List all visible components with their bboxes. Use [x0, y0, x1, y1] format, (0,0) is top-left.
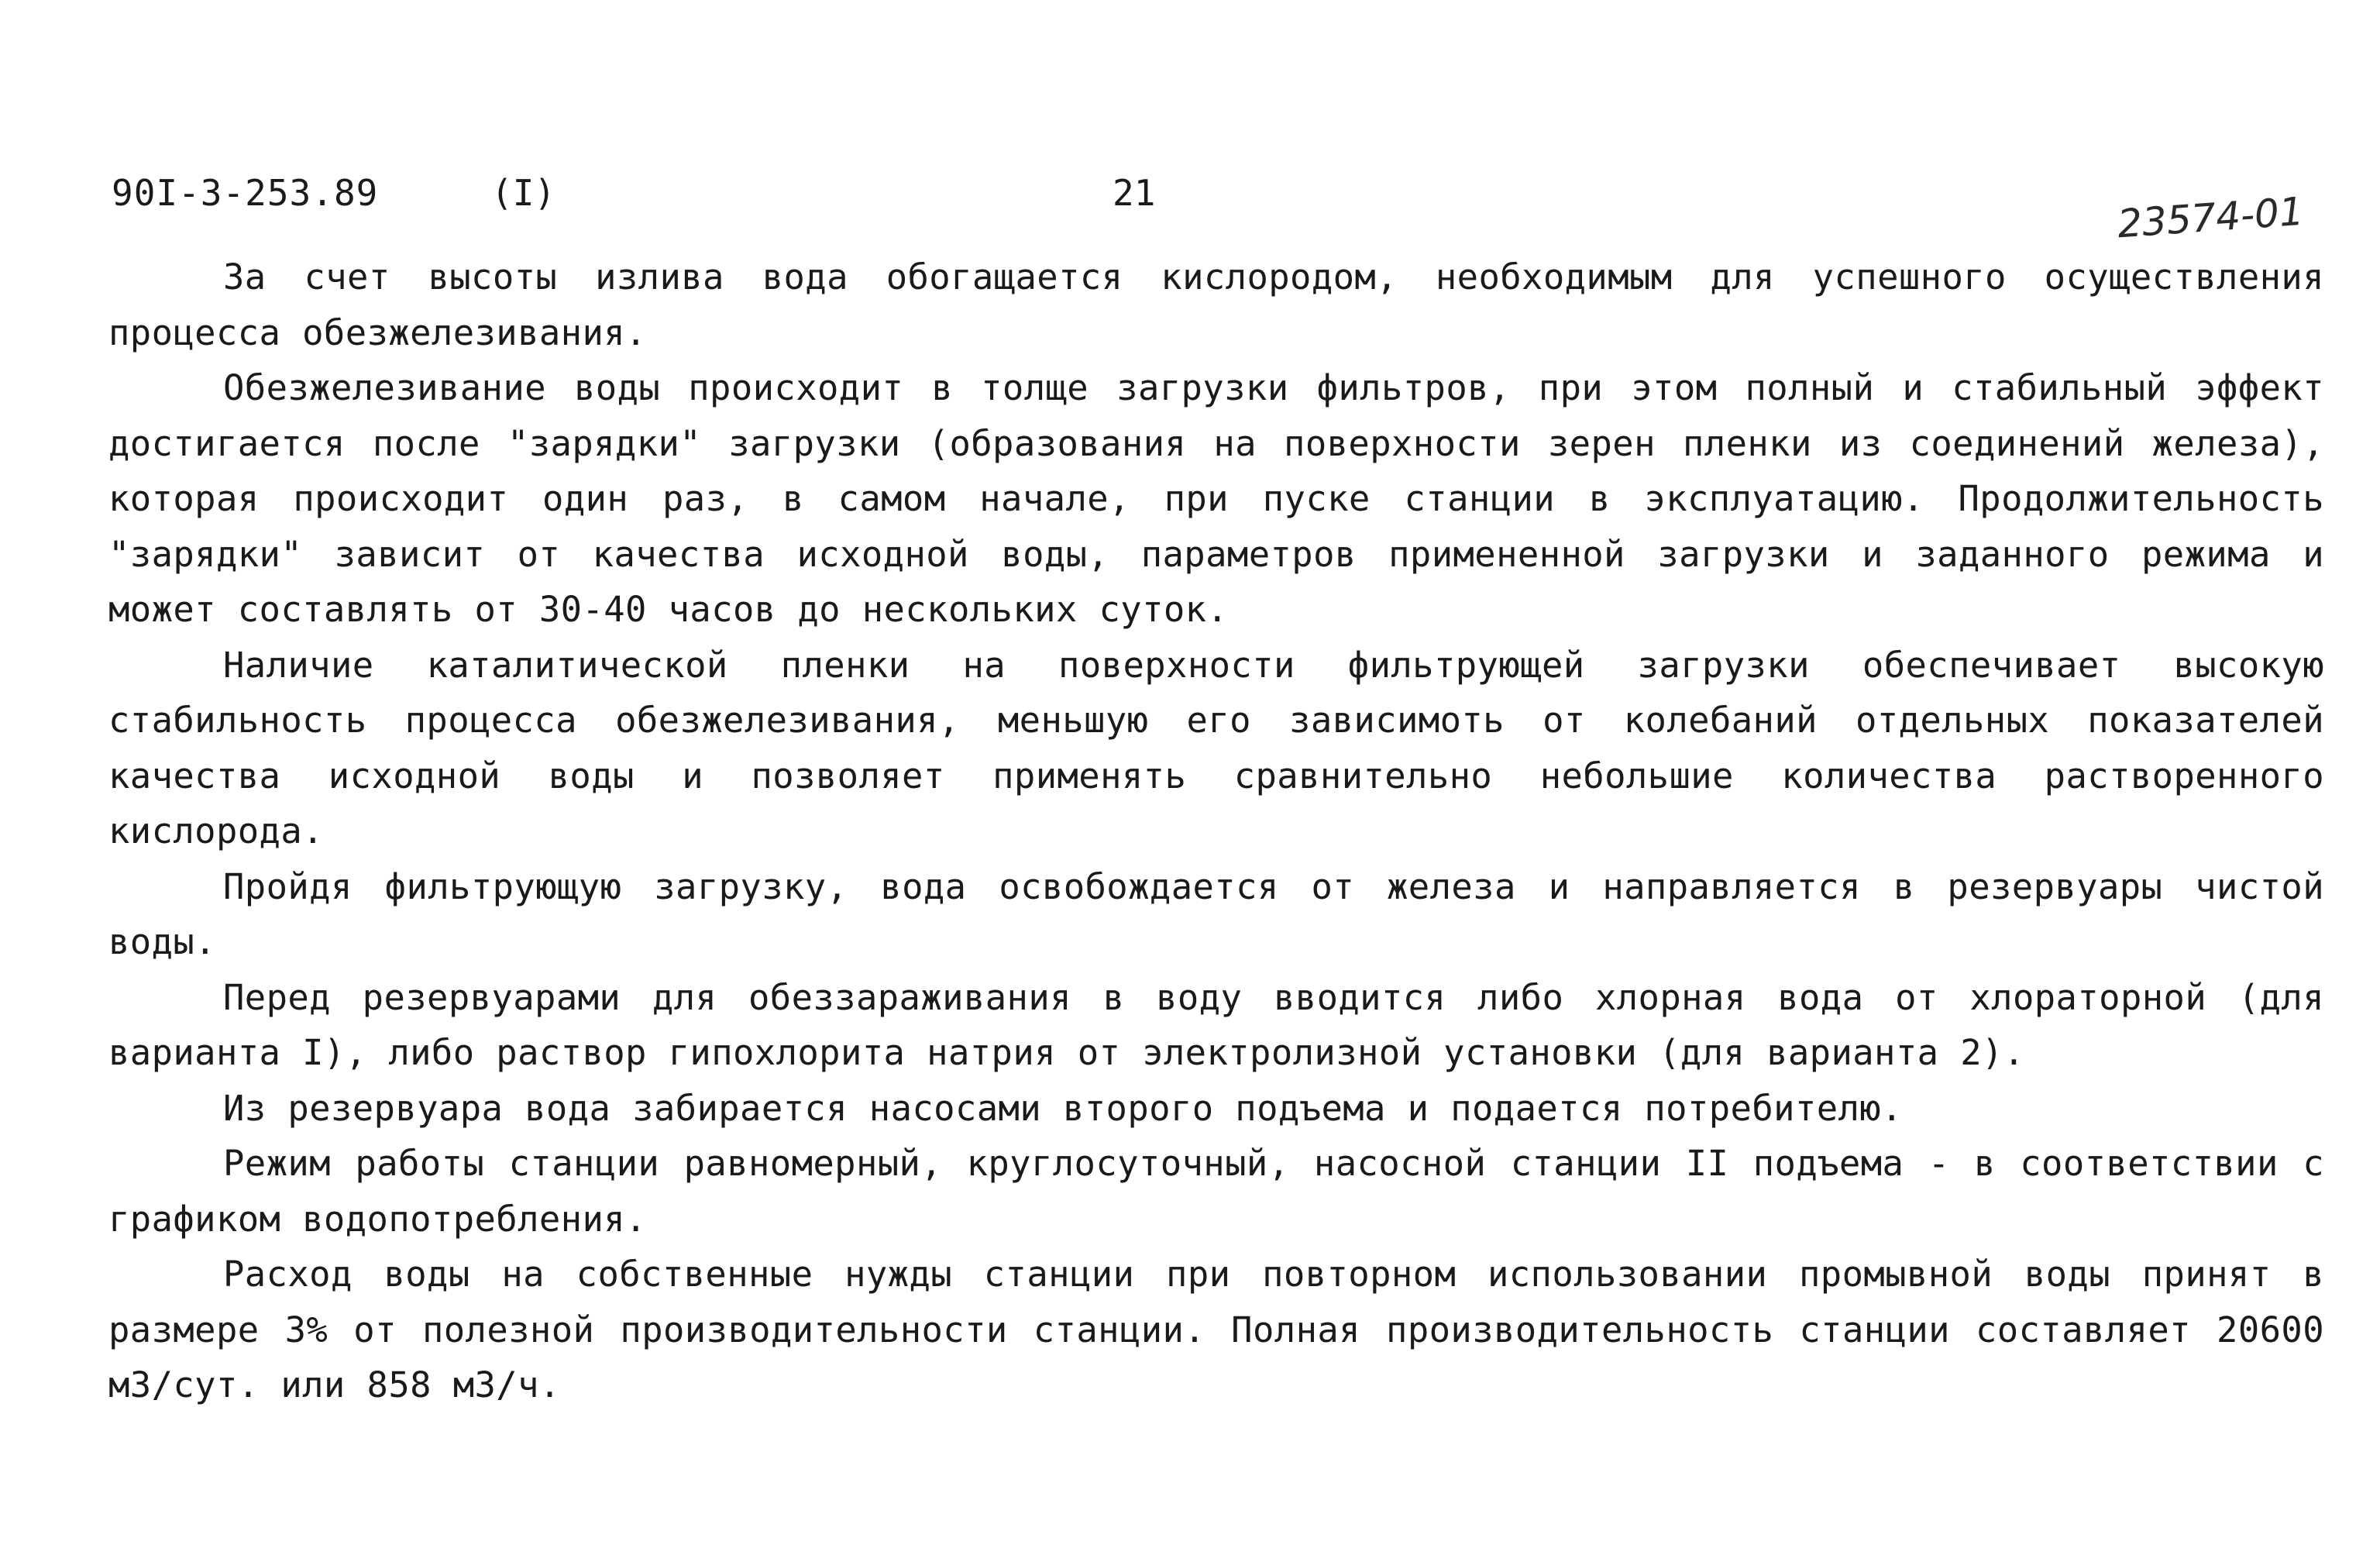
paragraph: Режим работы станции равномерный, круглосуточный, насосной станции II подъема - в соответствии с графиком водопотребления.	[108, 1143, 2324, 1240]
page-number: 21	[1113, 172, 1156, 214]
paragraph: Перед резервуарами для обеззараживания в воду вводится либо хлорная вода от хлораторной (для варианта I), либо раствор гипохлорита натрия от электролизной установки (для варианта 2).	[108, 976, 2324, 1073]
paragraph: Наличие каталитической пленки на поверхности фильтрующей загрузки обеспечивает высокую стабильность процесса обезжелезивания, меньшую его зависимоть от колебаний отдельных показателей качества исходной воды и позволяет применять сравнительно небольшие количества растворенного кислорода.	[108, 644, 2324, 851]
page-header	[112, 172, 2306, 247]
paragraph: Пройдя фильтрующую загрузку, вода освобождается от железа и направляется в резервуары чистой воды.	[108, 865, 2324, 962]
document-code: 90I-3-253.89	[112, 172, 379, 214]
variant-label: (I)	[491, 172, 556, 214]
paragraph: Расход воды на собственные нужды станции при повторном использовании промывной воды принят в размере 3% от полезной производительности станции. Полная производительность станции составляет 20600 м3/сут. или 858 м3/ч.	[108, 1254, 2324, 1405]
paragraph: Из резервуара вода забирается насосами второго подъема и подается потребителю.	[223, 1087, 1903, 1129]
handwritten-archive-number: 23574-01	[2116, 188, 2306, 247]
paragraph: Обезжелезивание воды происходит в толще загрузки фильтров, при этом полный и стабильный эффект достигается после "зарядки" загрузки (образования на поверхности зерен пленки из соединений железа), которая происходит один раз, в самом начале, при пуске станции в эксплуатацию. Продолжительность "зарядки" зависит от качества исходной воды, параметров примененной загрузки и заданного режима и может составлять от 30-40 часов до нескольких суток.	[108, 367, 2324, 630]
paragraph: За счет высоты излива вода обогащается кислородом, необходимым для успешного осуществления процесса обезжелезивания.	[108, 256, 2324, 353]
body-text	[108, 249, 2324, 1413]
